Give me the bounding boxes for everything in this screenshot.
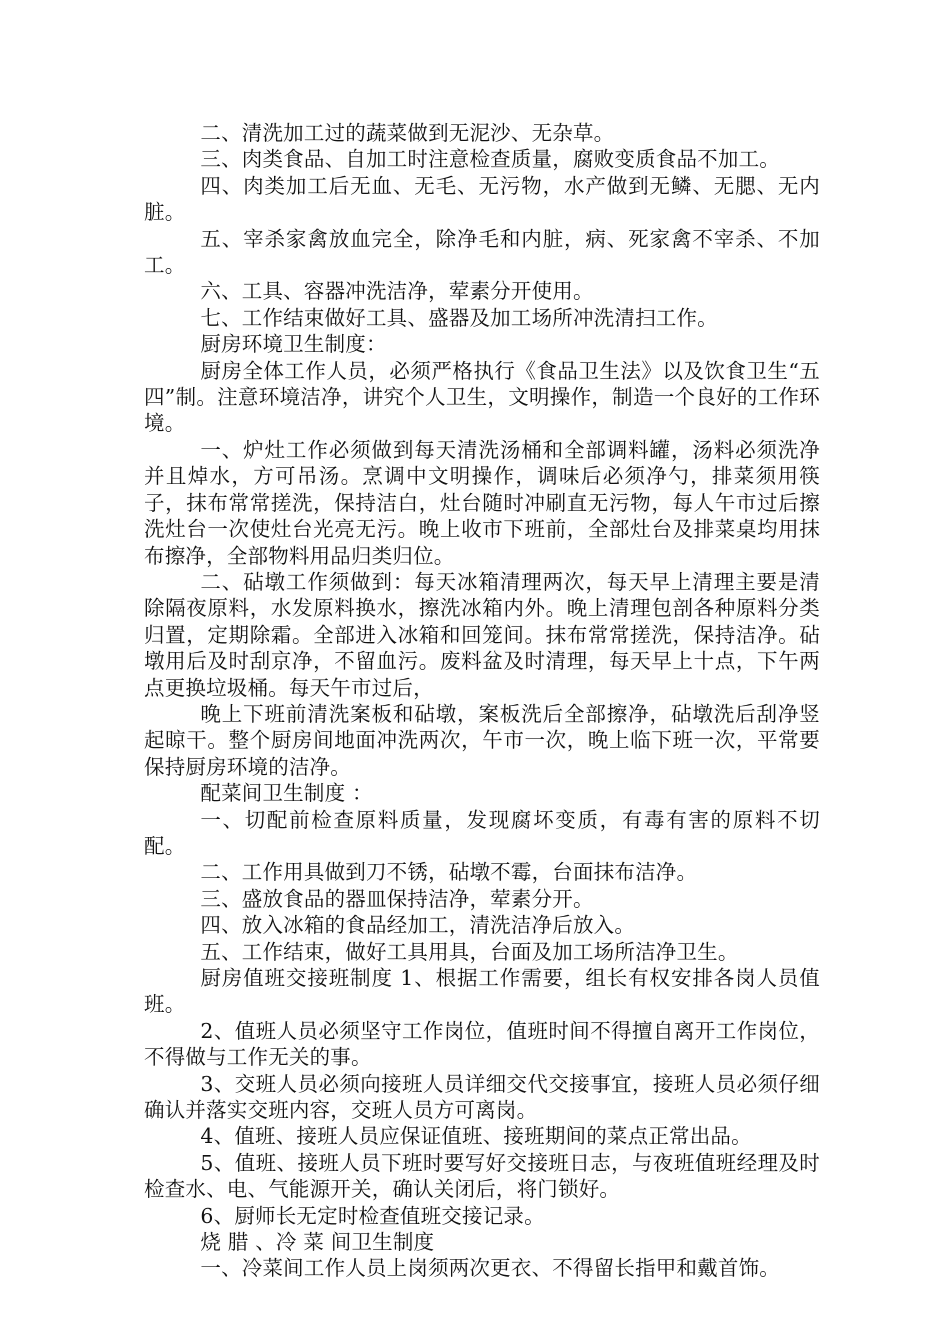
paragraph-17: 五、工作结束，做好工具用具，台面及加工场所洁净卫生。 <box>200 939 739 964</box>
paragraph-19: 2、值班人员必须坚守工作岗位，值班时间不得擅自离开工作岗位，不得做与工作无关的事。 <box>144 1018 820 1070</box>
paragraph-22: 5、值班、接班人员下班时要写好交接班日志，与夜班值班经理及时检查水、电、气能源开关，确认关闭后，将门锁好。 <box>144 1150 820 1202</box>
paragraph-16: 四、放入冰箱的食品经加工，清洗洁净后放入。 <box>200 913 636 938</box>
paragraph-13: 一、切配前检查原料质量，发现腐坏变质，有毒有害的原料不切配。 <box>144 807 820 858</box>
paragraph-10: 二、砧墩工作须做到：每天冰箱清理两次，每天早上清理主要是清除隔夜原料，水发原料换水，擦洗冰箱内外。晚上清理包剖各种原料分类归置，定期除霜。全部进入冰箱和回笼间。抹布常常搓洗，保持洁净。砧墩用后及时刮京净，不留血污。废料盆及时清理，每天早上十点，下午两点更换垃圾桶。每天午市过后， <box>144 569 820 700</box>
paragraph-23: 6、厨师长无定时检查值班交接记录。 <box>200 1203 545 1228</box>
paragraph-11: 晚上下班前清洗案板和砧墩，案板洗后全部擦净，砧墩洗后刮净竖起晾干。整个厨房间地面冲洗两次，午市一次，晚上临下班一次，平常要保持厨房环境的洁净。 <box>144 701 820 779</box>
paragraph-8: 厨房全体工作人员，必须严格执行《食品卫生法》以及饮食卫生“五四”制。注意环境洁净，讲究个人卫生，文明操作，制造一个良好的工作环境。 <box>144 358 820 436</box>
paragraph-6: 七、工作结束做好工具、盛器及加工场所冲洗清扫工作。 <box>200 305 718 330</box>
paragraph-9: 一、炉灶工作必须做到每天清洗汤桶和全部调料罐，汤料必须洗净并且焯水，方可吊汤。烹调中文明操作，调味后必须净勺，排菜须用筷子，抹布常常搓洗，保持洁白，灶台随时冲刷直无污物，每人午市过后擦洗灶台一次使灶台光亮无污。晚上收市下班前，全部灶台及排菜桌均用抹布擦净，全部物料用品归类归位。 <box>144 437 820 568</box>
paragraph-20: 3、交班人员必须向接班人员详细交代交接事宜，接班人员必须仔细确认并落实交班内容，交班人员方可离岗。 <box>144 1071 820 1123</box>
section-heading-cold-dish-room: 烧 腊 、冷 菜 间卫生制度 <box>200 1230 435 1255</box>
section-heading-kitchen-environment: 厨房环境卫生制度： <box>200 332 387 357</box>
paragraph-14: 二、工作用具做到刀不锈，砧墩不霉，台面抹布洁净。 <box>200 860 698 885</box>
paragraph-4: 五、宰杀家禽放血完全，除净毛和内脏，病、死家禽不宰杀、不加工。 <box>144 226 820 278</box>
section-heading-shift-handover: 厨房值班交接班制度 1、根据工作需要，组长有权安排各岗人员值班。 <box>144 966 820 1017</box>
paragraph-5: 六、工具、容器冲洗洁净，荤素分开使用。 <box>200 279 594 304</box>
paragraph-15: 三、盛放食品的器皿保持洁净，荤素分开。 <box>200 886 594 911</box>
paragraph-25: 一、冷菜间工作人员上岗须两次更衣、不得留长指甲和戴首饰。 <box>200 1256 780 1281</box>
paragraph-1: 二、清洗加工过的蔬菜做到无泥沙、无杂草。 <box>200 121 615 145</box>
paragraph-2: 三、肉类食品、自加工时注意检查质量，腐败变质食品不加工。 <box>200 147 780 172</box>
section-heading-prep-room: 配菜间卫生制度 ： <box>200 781 373 806</box>
paragraph-3: 四、肉类加工后无血、无毛、无污物，水产做到无鳞、无腮、无内脏。 <box>144 173 820 225</box>
document-page <box>144 120 820 1282</box>
paragraph-21: 4、值班、接班人员应保证值班、接班期间的菜点正常出品。 <box>200 1124 752 1149</box>
